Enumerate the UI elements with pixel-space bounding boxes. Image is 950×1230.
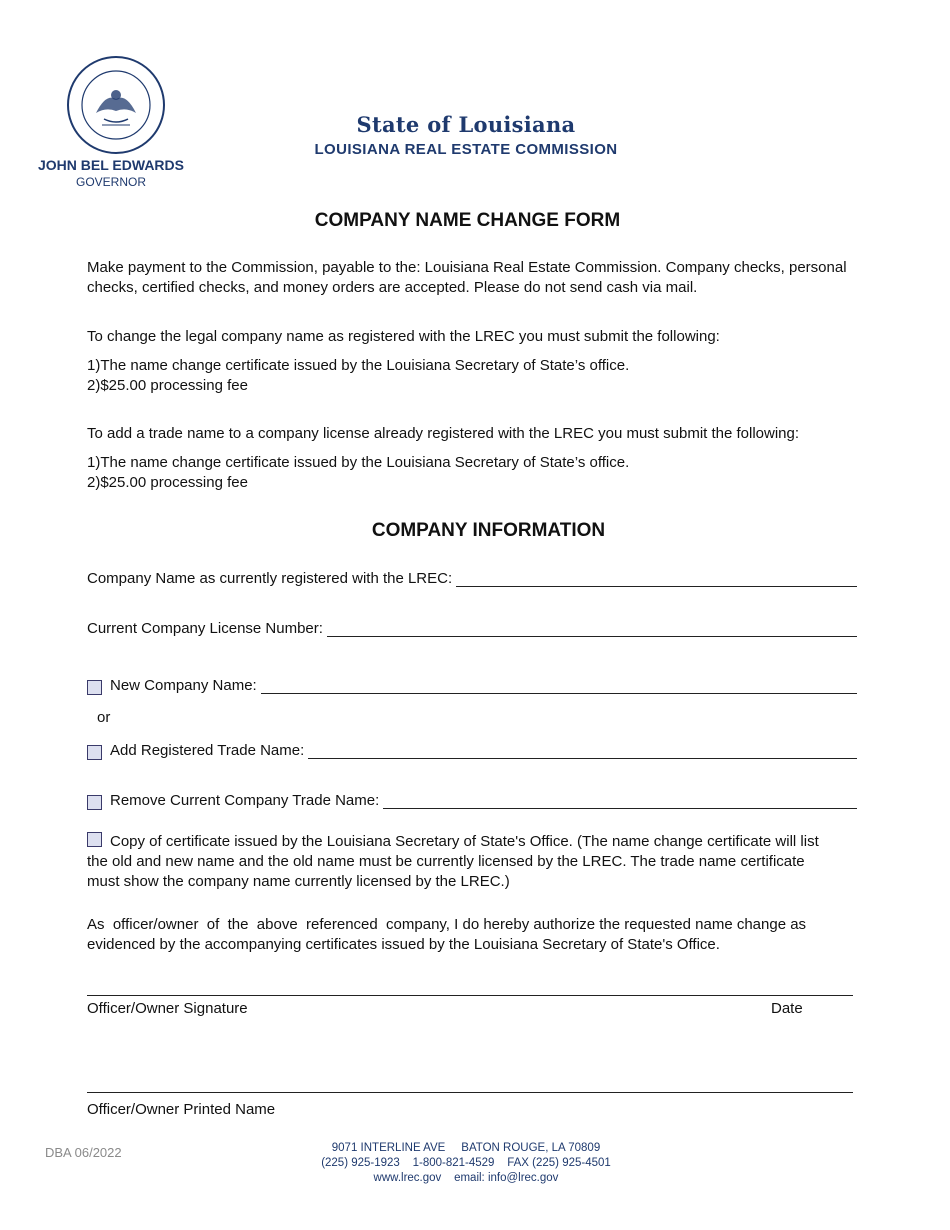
certificate-text: Copy of certificate issued by the Louisiana Secretary of State's Office. (The name change certificate will list bbox=[110, 833, 819, 850]
form-title: COMPANY NAME CHANGE FORM bbox=[314, 210, 621, 231]
authorization-line: evidenced by the accompanying certificates issued by the Louisiana Secretary of State's Office. bbox=[87, 936, 720, 953]
authorization-statement bbox=[87, 915, 855, 955]
company-name-input[interactable] bbox=[456, 572, 857, 587]
certificate-line bbox=[87, 831, 855, 852]
new-company-name-input[interactable] bbox=[261, 679, 857, 694]
remove-trade-name-field bbox=[87, 789, 857, 809]
certificate-statement bbox=[87, 831, 855, 892]
payment-line: checks, certified checks, and money orders are accepted. Please do not send cash via mail. bbox=[87, 279, 698, 296]
license-number-input[interactable] bbox=[327, 622, 857, 637]
add-trade-name-input[interactable] bbox=[308, 744, 857, 759]
legal-change-heading: To change the legal company name as registered with the LREC you must submit the following: bbox=[87, 328, 720, 345]
form-version: DBA 06/2022 bbox=[45, 1145, 122, 1160]
printed-name-line[interactable] bbox=[87, 1092, 853, 1093]
add-trade-name-field bbox=[87, 739, 857, 759]
license-number-field bbox=[87, 617, 857, 637]
governor-title: GOVERNOR bbox=[75, 175, 146, 189]
license-number-label: Current Company License Number: bbox=[87, 620, 323, 637]
remove-trade-name-input[interactable] bbox=[383, 794, 857, 809]
state-seal bbox=[66, 55, 166, 155]
governor-name: JOHN BEL EDWARDS bbox=[38, 157, 184, 173]
section-title: COMPANY INFORMATION bbox=[371, 520, 606, 541]
payment-instructions bbox=[87, 258, 872, 298]
certificate-line: must show the company name currently licensed by the LREC.) bbox=[87, 873, 510, 890]
add-trade-name-label: Add Registered Trade Name: bbox=[110, 742, 305, 759]
printed-name-label: Officer/Owner Printed Name bbox=[87, 1101, 276, 1118]
new-company-name-label: New Company Name: bbox=[110, 677, 257, 694]
list-item: 1)The name change certificate issued by the Louisiana Secretary of State’s office. bbox=[87, 357, 630, 374]
company-name-field bbox=[87, 567, 857, 587]
or-text: or bbox=[97, 709, 111, 726]
list-item: 2)$25.00 processing fee bbox=[87, 377, 248, 394]
footer-address: 9071 INTERLINE AVE BATON ROUGE, LA 70809 bbox=[331, 1142, 601, 1154]
signature-label: Officer/Owner Signature bbox=[87, 1000, 248, 1017]
company-name-label: Company Name as currently registered with the LREC: bbox=[87, 570, 453, 587]
payment-line: Make payment to the Commission, payable to the: Louisiana Real Estate Commission. Company checks, personal bbox=[87, 259, 847, 276]
state-title: State of Louisiana bbox=[356, 112, 576, 137]
footer-web: www.lrec.gov email: info@lrec.gov bbox=[373, 1172, 559, 1184]
agency-name: LOUISIANA REAL ESTATE COMMISSION bbox=[314, 141, 618, 158]
certificate-checkbox[interactable] bbox=[87, 832, 102, 847]
footer-phones: (225) 925-1923 1-800-821-4529 FAX (225) 925-4501 bbox=[321, 1157, 611, 1169]
authorization-line: As officer/owner of the above referenced company, I do hereby authorize the requested name change as bbox=[87, 916, 807, 933]
list-item: 1)The name change certificate issued by the Louisiana Secretary of State’s office. bbox=[87, 454, 630, 471]
remove-trade-name-checkbox[interactable] bbox=[87, 795, 102, 810]
new-company-name-checkbox[interactable] bbox=[87, 680, 102, 695]
list-item: 2)$25.00 processing fee bbox=[87, 474, 248, 491]
trade-name-list bbox=[87, 453, 872, 493]
new-company-name-field bbox=[87, 674, 857, 694]
date-label: Date bbox=[771, 1000, 803, 1017]
add-trade-name-checkbox[interactable] bbox=[87, 745, 102, 760]
signature-line[interactable] bbox=[87, 995, 853, 996]
remove-trade-name-label: Remove Current Company Trade Name: bbox=[110, 792, 380, 809]
trade-name-heading: To add a trade name to a company license already registered with the LREC you must submit the following: bbox=[87, 425, 800, 442]
certificate-line: the old and new name and the old name must be currently licensed by the LREC. The trade name certificate bbox=[87, 853, 805, 870]
legal-change-list bbox=[87, 356, 872, 396]
